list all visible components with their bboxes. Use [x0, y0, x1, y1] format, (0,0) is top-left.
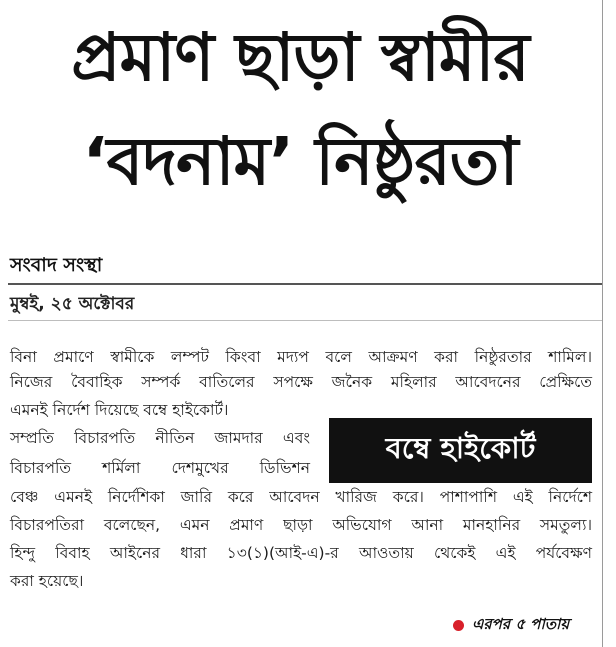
headline [0, 6, 600, 214]
byline-rule [8, 283, 602, 285]
dateline-rule [8, 320, 602, 321]
body-line: করা হয়েছে। [10, 572, 84, 590]
body-line: সম্প্রতি বিচারপতি নীতিন জামদার এবং [10, 429, 310, 447]
dateline: মুম্বই, ২৫ অক্টোবর [10, 294, 135, 314]
body-line: বিনা প্রমাণে স্বামীকে লম্পট কিংবা মদ্যপ বলে আক্রমণ করা নিষ্ঠুরতার শামিল। [10, 348, 592, 366]
column-divider [602, 0, 603, 647]
continuation-text: এরপর ৫ পাতায় [472, 615, 570, 633]
body-line: বিচারপতি শর্মিলা দেশমুখের ডিভিশন [10, 459, 310, 477]
byline: সংবাদ সংস্থা [10, 254, 103, 276]
body-line: বিচারপতিরা বলেছেন, এমন প্রমাণ ছাড়া অভিযোগ আনা মানহানির সমতুল্য। [10, 516, 592, 534]
headline-line-2: ‘বদনাম’ নিষ্ঠুরতা [82, 123, 518, 200]
body-line: হিন্দু বিবাহ আইনের ধারা ১৩(১)(আই-এ)-র আওতায় থেকেই এই পর্যবেক্ষণ [10, 544, 592, 562]
highlight-box-bombay-high-court: বম্বে হাইকোর্ট [329, 418, 592, 483]
red-bullet-icon [453, 620, 464, 631]
body-line: নিজের বৈবাহিক সম্পর্ক বাতিলের সপক্ষে জনৈক মহিলার আবেদনের প্রেক্ষিতে [10, 373, 592, 391]
headline-line-1: প্রমাণ ছাড়া স্বামীর [71, 19, 529, 96]
body-line: বেঞ্চ এমনই নির্দেশিকা জারি করে আবেদন খারিজ করে। পাশাপাশি এই নির্দেশে [10, 488, 592, 506]
continuation-note [453, 613, 569, 638]
body-line: এমনই নির্দেশ দিয়েছে বম্বে হাইকোর্ট। [10, 401, 229, 419]
